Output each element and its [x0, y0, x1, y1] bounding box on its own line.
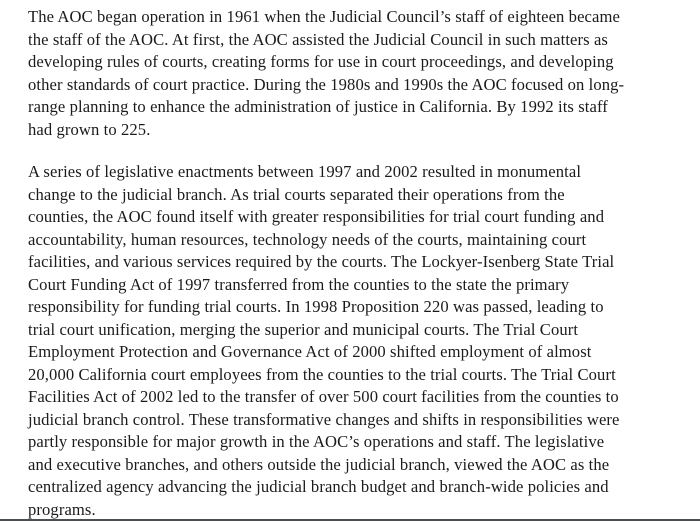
text-line: developing rules of courts, creating forms for use in court proceedings, and developing: [28, 52, 614, 71]
text-line: the staff of the AOC. At first, the AOC assisted the Judicial Council in such matters as: [28, 29, 608, 49]
text-line: programs.: [28, 499, 96, 519]
text-line: trial court unification, merging the superior and municipal courts. The Trial Court: [28, 319, 579, 339]
text-line: range planning to enhance the administration of justice in California. By 1992 its staff: [28, 97, 608, 116]
text-line: judicial branch control. These transformative changes and shifts in responsibilities were: [28, 409, 620, 429]
text-line: change to the judicial branch. As trial courts separated their operations from the: [28, 184, 565, 204]
text-line: and executive branches, and others outside the judicial branch, viewed the AOC as the: [28, 454, 610, 474]
text-line: Facilities Act of 2002 led to the transfer of over 500 court facilities from the counties to: [28, 387, 619, 406]
page-bottom-rule: [0, 519, 700, 521]
text-line: partly responsible for major growth in the AOC’s operations and staff. The legislative: [28, 432, 605, 451]
text-line: Employment Protection and Governance Act of 2000 shifted employment of almost: [28, 342, 592, 361]
text-line: had grown to 225.: [28, 119, 151, 139]
text-line: A series of legislative enactments between 1997 and 2002 resulted in monumental: [28, 162, 582, 181]
text-line: facilities, and various services required by the courts. The Lockyer-Isenberg State Trial: [28, 252, 615, 271]
text-line: 20,000 California court employees from the counties to the trial courts. The Trial Court: [28, 364, 616, 384]
text-line: counties, the AOC found itself with greater responsibilities for trial court funding and: [28, 207, 605, 226]
paragraph-legislative-enactments: [28, 161, 674, 521]
text-line: centralized agency advancing the judicial branch budget and branch-wide policies and: [28, 477, 609, 496]
text-line: Court Funding Act of 1997 transferred from the counties to the state the primary: [28, 274, 570, 294]
paragraph-aoc-history: [28, 6, 674, 141]
text-line: responsibility for funding trial courts. In 1998 Proposition 220 was passed, leading to: [28, 297, 604, 316]
text-line: accountability, human resources, technology needs of the courts, maintaining court: [28, 229, 587, 249]
text-line: The AOC began operation in 1961 when the Judicial Council’s staff of eighteen became: [28, 7, 620, 26]
text-line: other standards of court practice. During the 1980s and 1990s the AOC focused on long-: [28, 74, 625, 94]
